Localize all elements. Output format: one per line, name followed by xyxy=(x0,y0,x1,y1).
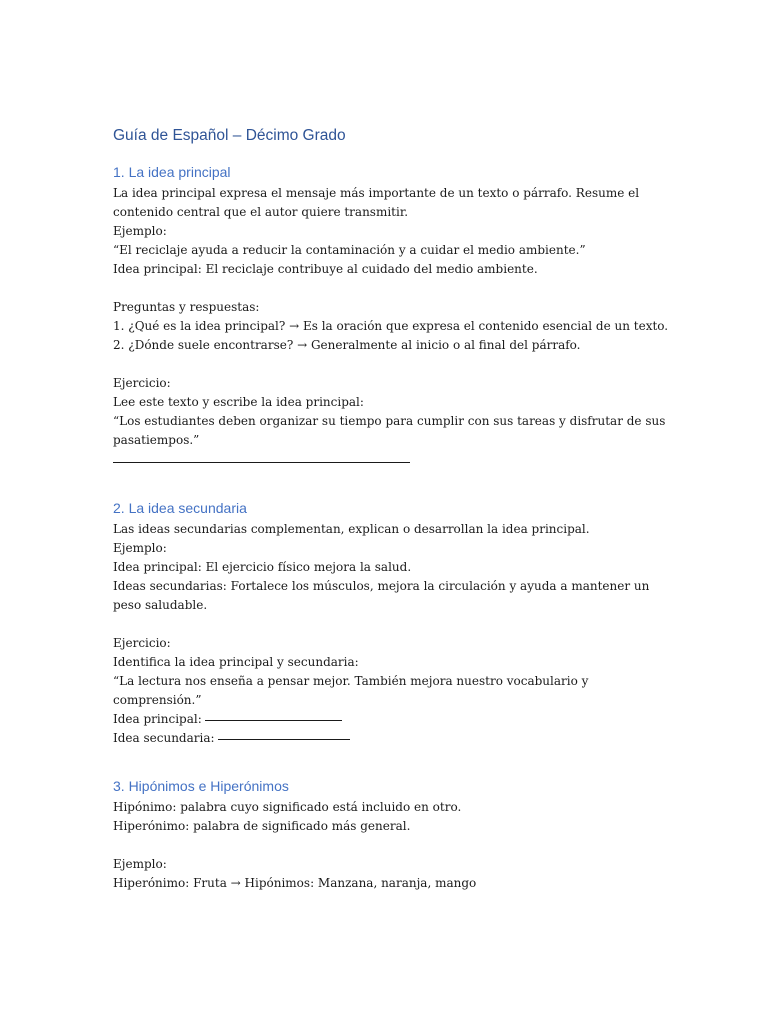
answer-secondary-blank[interactable] xyxy=(218,738,350,740)
qa-item: 1. ¿Qué es la idea principal? → Es la oración que expresa el contenido esencial de un texto. xyxy=(113,319,669,333)
example-main-idea: Idea principal: El reciclaje contribuye al cuidado del medio ambiente. xyxy=(113,262,538,276)
definition-text: La idea principal expresa el mensaje más importante de un texto o párrafo. Resume el contenido central que el autor quiere transmitir. xyxy=(113,186,640,219)
answer-main-label: Idea principal: xyxy=(113,712,202,726)
blank-line xyxy=(113,615,673,634)
answer-secondary-row xyxy=(113,729,673,748)
qa-label: Preguntas y respuestas: xyxy=(113,300,260,314)
section-gap xyxy=(113,470,673,498)
blank-line xyxy=(113,836,673,855)
example-label: Ejemplo: xyxy=(113,857,167,871)
blank-line xyxy=(113,355,673,374)
section-heading: 2. La idea secundaria xyxy=(113,500,247,516)
document-title: Guía de Español – Décimo Grado xyxy=(113,127,346,144)
exercise-text: “La lectura nos enseña a pensar mejor. También mejora nuestro vocabulario y comprensión.” xyxy=(113,674,589,707)
example-label: Ejemplo: xyxy=(113,224,167,238)
exercise-instruction: Lee este texto y escribe la idea principal: xyxy=(113,395,364,409)
hyponym-definition: Hipónimo: palabra cuyo significado está incluido en otro. xyxy=(113,800,462,814)
qa-item: 2. ¿Dónde suele encontrarse? → Generalmente al inicio o al final del párrafo. xyxy=(113,338,581,352)
section-secondary-idea xyxy=(113,498,673,748)
hypernym-definition: Hiperónimo: palabra de significado más general. xyxy=(113,819,411,833)
answer-main-row xyxy=(113,710,673,729)
section-gap xyxy=(113,748,673,776)
exercise-text: “Los estudiantes deben organizar su tiempo para cumplir con sus tareas y disfrutar de sus pasatiempos.” xyxy=(113,414,666,447)
exercise-label: Ejercicio: xyxy=(113,376,171,390)
definition-text: Las ideas secundarias complementan, explican o desarrollan la idea principal. xyxy=(113,522,590,536)
answer-main-blank[interactable] xyxy=(205,719,342,721)
example-secondary-ideas: Ideas secundarias: Fortalece los músculos, mejora la circulación y ayuda a mantener un peso saludable. xyxy=(113,579,650,612)
answer-blank[interactable] xyxy=(113,461,410,463)
example-text: “El reciclaje ayuda a reducir la contaminación y a cuidar el medio ambiente.” xyxy=(113,243,586,257)
exercise-instruction: Identifica la idea principal y secundaria: xyxy=(113,655,359,669)
document-body xyxy=(113,126,673,893)
section-heading: 3. Hipónimos e Hiperónimos xyxy=(113,778,289,794)
section-main-idea xyxy=(113,162,673,470)
example-main-idea: Idea principal: El ejercicio físico mejora la salud. xyxy=(113,560,412,574)
blank-line xyxy=(113,279,673,298)
example-text: Hiperónimo: Fruta → Hipónimos: Manzana, naranja, mango xyxy=(113,876,477,890)
section-heading: 1. La idea principal xyxy=(113,164,231,180)
section-hyponyms xyxy=(113,776,673,893)
example-label: Ejemplo: xyxy=(113,541,167,555)
answer-secondary-label: Idea secundaria: xyxy=(113,731,215,745)
exercise-label: Ejercicio: xyxy=(113,636,171,650)
